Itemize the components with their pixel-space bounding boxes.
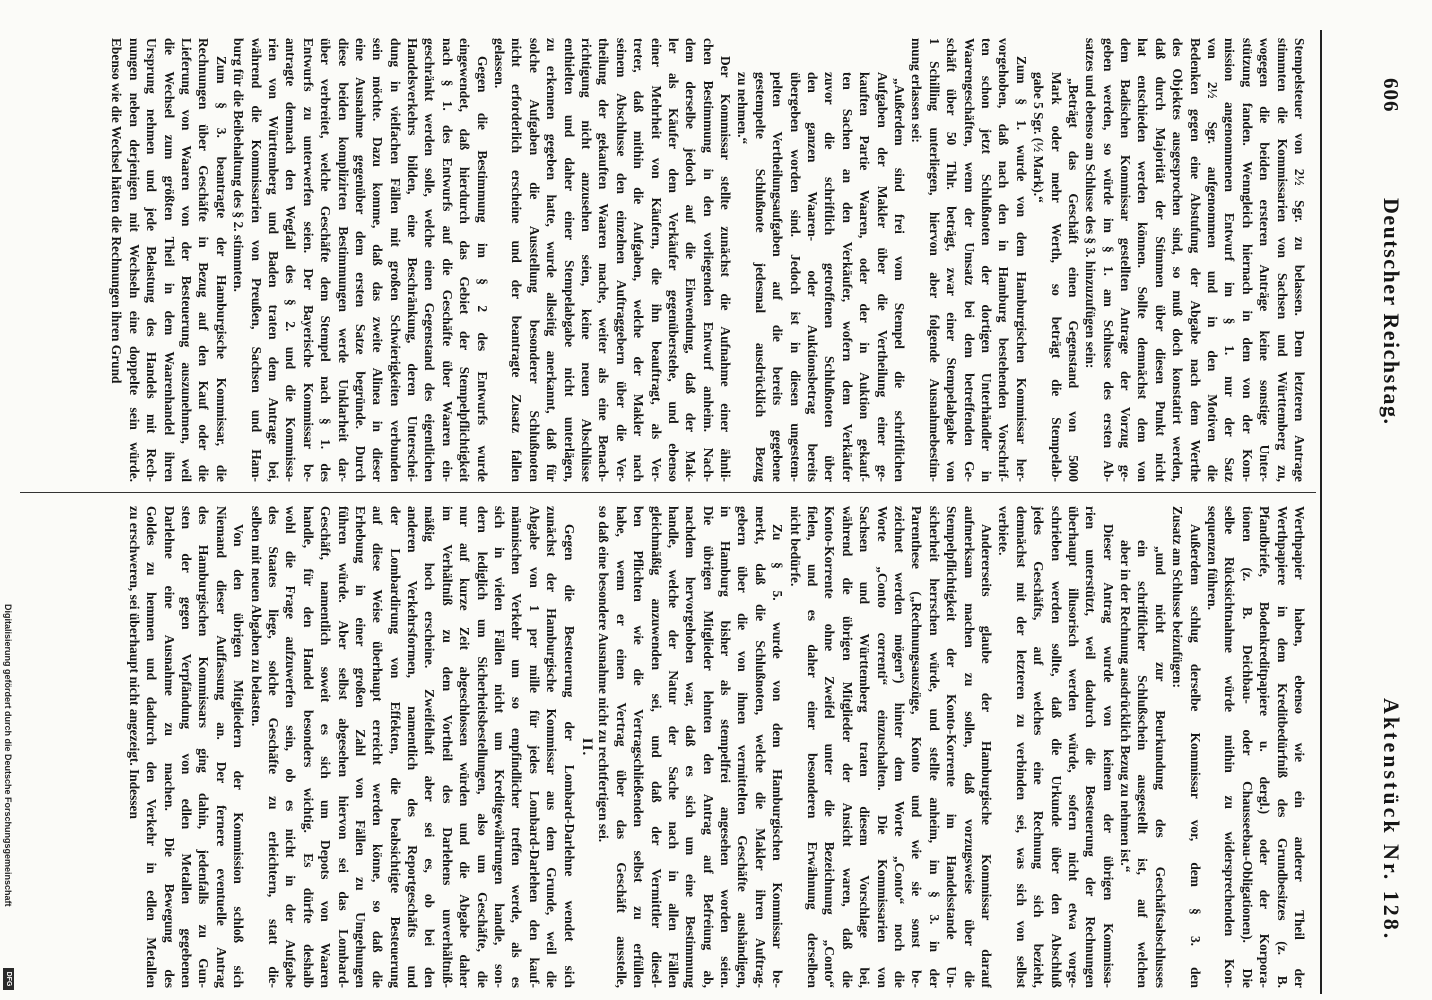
text-line: Waarengeschäften, wenn der Umsatz bei dem betreffenden Ge- [961,38,977,482]
text-line: zu erschweren, sei überhaupt nicht angezeigt. Indessen [126,506,142,819]
text-line: Pfandbriefe, Bodenkreditpapiere u. dergl.) oder der Korpora- [1257,506,1273,988]
paragraph [247,506,577,988]
text-line: Worte „Conto correnti“ einzuschalten. Die Kommissarien von [874,506,890,988]
column-left [108,38,1308,482]
text-line: gleichmäßig anzuwenden sei, und daß der Vermittler diesel- [648,506,664,988]
text-line: verbiete. [996,506,1012,556]
text-line: pelten Vertheilungsaufgaben auf die bereits gegebene [770,72,786,482]
text-line: burg für die Beibehaltung des § 2. stimmten. [231,38,247,292]
text-line: sich in vielen Fällen nicht um Kreditgewährungen handle, son- [492,506,508,988]
text-line: die Wechsel zum größten Theil in dem Waarenhandel ihren [161,38,177,482]
quote-block [1030,38,1082,482]
text-line: zu nehmen.“ [735,72,751,145]
column-divider [20,492,1316,493]
scan-credit: Digitalisierung gefördert durch die Deutsche Forschungsgemeinschaft [3,604,13,907]
text-line: Lieferung von Waaren von der Besteuerung auszunehmen, weil [179,38,194,482]
paragraph [595,506,786,988]
text-line: sicherheit herrschen würde, und stellte anheim, im § 3. in der [926,506,942,988]
paragraph [786,506,995,988]
text-line: kauften Partie Waaren, oder der in Auktion gekauf- [857,72,873,482]
text-line: diese beiden komplizirten Bestimmungen werde Unklarheit dar- [335,38,351,482]
text-line: hat entschieden werden können. Sollte demnächst dem von [1135,38,1151,482]
text-line: ten schon jetzt Schlußnoten der dortigen Unterhändler in [978,38,994,482]
quote-block [1117,506,1169,988]
text-line: Die übrigen Mitglieder lehnten den Antrag auf Befreiung ab, [700,506,716,988]
text-line: dem derselbe jedoch auf die Einwendung, daß der Mak- [683,38,699,482]
header-rule [1320,30,1322,994]
text-line: Parenthese („Rechnungsauszüge, Konto und wie sie sonst be- [909,506,925,988]
text-line: Aufgaben der Makler über die Vertheilung einer ge- [874,72,890,482]
text-line: Entwurfs zu unterwerfen seien. Der Bayerische Kommissar be- [300,38,316,482]
text-line: Zu § 5. wurde von dem Hamburgischen Kommissar be- [770,524,786,988]
text-line: seinem Abschlusse den einzelnen Auftraggebern über die Ver- [613,38,629,482]
text-line: Zusatz am Schlusse beizufügen: [1170,506,1186,688]
text-line: ten Sachen an den Verkäufer, wofern dem Verkäufer [839,72,855,482]
text-line: des Staates liege, solche Geschäfte zu erleichtern, statt die- [265,506,281,988]
text-line: chen Bestimmung in den vorliegenden Entwurf anheim. Nach- [700,38,716,482]
text-line: dern lediglich um Sicherheitsbestellungen, also um Geschäfte, die [474,506,490,988]
text-line: mission angenommenen Entwurf im § 1. nur der Satz [1222,38,1238,482]
text-line: schrieben werden sollte, daß die Urkunde über den Abschluß [1048,506,1064,988]
quote-block [734,38,908,482]
page-number: 606 [1379,78,1403,113]
dfg-logo: DFG [3,968,14,990]
text-line: Erhebung in einer großen Zahl von Fällen zu Umgehungen [352,506,368,988]
text-line: Abgabe von 1 per mille für jedes Lombard-Darlehen den kauf- [526,506,542,988]
text-line: zeichnet werden mögen“) hinter dem Worte „Conto“ noch die [892,506,908,988]
text-line: enthielten und daher einer Stempelabgabe nicht unterlägen, [561,38,577,482]
text-line: fielen, und es daher einer besonderen Erwähnung derselben [805,506,821,988]
text-line: rien unterstützt, weil dadurch die Besteuerung der Rechnungen [1083,506,1099,988]
text-line: Bedenken gegen eine Abstufung der Abgabe nach dem Werthe [1187,38,1203,482]
text-line: geschränkt werden solle, welche einen Gegenstand des eigentlichen [422,38,438,482]
text-line: zunächst der Hamburgische Kommissar aus dem Grunde, weil die [544,506,560,988]
text-line: selben mit neuen Abgaben zu belasten. [248,506,264,727]
document-number: Aktenstück Nr. 128. [1379,698,1404,942]
text-line: 1 Schilling unterliegen, hiervon aber folgende Ausnahmebestim- [926,38,942,482]
text-line: mung erlassen sei: [909,38,925,143]
text-line: Sachsen und Württemberg traten diesem Vorschlage bei, [857,506,873,988]
page-header [1376,0,1406,1000]
text-line: Rechnungen über Geschäfte in Bezug auf den Kauf oder die [196,38,212,482]
text-line: daß durch Majorität der Stimmen über diesen Punkt nicht [1152,38,1168,482]
text-line: jedes Geschäfts, auf welches eine Rechnung sich bezieht, [1031,506,1047,988]
paragraph [908,38,1030,482]
text-line: handle, für den Handel besonders wichtig. Es dürfte deshalb [300,506,316,988]
text-line: stimmten die Kommissarien von Sachsen und Württemberg zu, [1274,38,1290,482]
text-line: vorgehoben, daß nach den in Hamburg bestehenden Vorschrif- [996,38,1012,482]
text-line: Werthpapier haben, ebenso wie ein anderer Theil der [1292,506,1307,988]
text-line: Andererseits glaube der Hamburgische Kommissar darauf [978,524,994,988]
text-line: nicht bedürfe. [787,506,803,587]
text-line: im Verhältniß zu dem Vortheil des Darlehens unverhältniß- [439,506,455,988]
text-line: Goldes zu hemmen und dadurch den Verkehr in edlen Metallen [144,506,160,988]
text-line: wohl die Frage aufzuwerfen sein, ob es nicht in der Aufgabe [283,506,299,988]
text-line: merkt, daß die Schlußnoten, welche die Makler ihren Auftrag- [752,506,768,988]
text-line: Geschäft, namentlich soweit es sich um Depots von Waaren [318,506,334,988]
text-line: mäßig hoch erscheine. Zweifelhaft aber sei es, ob bei den [422,506,438,988]
text-line: treter, daß mithin die Aufgaben, welche der Makler nach [631,38,647,482]
column-right [125,506,1308,988]
text-line: einer Mehrheit von Käufern, die ihn beauftragt, als Ver- [648,38,664,482]
text-line: Von den übrigen Mitgliedern der Kommission schloß sich [231,524,247,988]
text-line: eingewendet, daß hierdurch das Gebiet der Stempelpflichtigkeit [457,38,473,482]
text-line: solche Aufgaben die Ausstellung besonderer Schlußnoten [526,38,542,482]
text-line: führen würde. Aber selbst abgesehen hiervon sei das Lombard- [335,506,351,988]
text-line: während die Kommissarien von Preußen, Sachsen und Ham- [248,38,264,482]
paragraph [1204,506,1308,988]
text-line: selbe Rücksichtnahme würde mithin zu widersprechenden Kon- [1222,506,1238,988]
text-line: nicht erforderlich erscheine und der beantragte Zusatz fallen [509,38,525,482]
text-line: ler als Käufer dem Verkäufer gegenüberstehe, und ebenso [665,38,681,482]
text-line: Niemand dieser Auffassung an. Der fernere eventuelle Antrag [213,506,229,988]
text-line: überhaupt illusorisch werden würde, sofern nicht etwa vorge- [1065,506,1081,988]
text-line: nach § 1. des Entwurfs auf die Geschäfte über Waaren ein- [439,38,455,482]
text-line: übergeben worden sind. Jedoch ist in diesen ungestem- [787,72,803,482]
text-line: den ganzen Waaren- oder Auktionsbetrag bereits [805,72,821,482]
paragraph [125,506,247,988]
text-line: Ebenso wie die Wechsel hätten die Rechnungen ihren Grund [109,38,125,384]
text-line: gabe 5 Sgr. (½ Mark).“ [1031,72,1047,203]
paragraph [995,506,1117,988]
text-line: Zum § 1. wurde von dem Hamburgischen Kommissar her- [1013,56,1029,482]
text-line: über verbreitet, welche Geschäfte dem Stempel nach § 1. des [318,38,334,482]
text-line: schäft über 50 Thlr. beträgt, zwar einer Stempelabgabe von [944,38,960,482]
text-line: tionen (z. B. Deichbau- oder Chausseebau-Obligationen). Die [1239,506,1255,988]
text-line: dung in vielfachen Fällen mit großen Schwierigkeiten verbunden [387,38,403,482]
text-line: Darlehne eine Ausnahme zu machen. Die Bewegung des [161,506,177,988]
text-line: Konto-Korrente ohne Zweifel unter die Bezeichnung „Conto“ [822,506,838,988]
text-line: geben werden, so würde im § 1. am Schlusse des ersten Ab- [1100,38,1116,482]
text-line: „und nicht zur Beurkundung des Geschäftsabschlusses [1152,546,1168,988]
text-line: richtigung nicht anzusehen seien, keine neuen Abschlüsse [578,38,594,482]
text-line: von 2½ Sgr. aufgenommen und in den Motiven die [1205,38,1221,482]
text-line: auf diese Weise überhaupt erreicht werden könne, so daß die [370,506,386,988]
text-line: nungen neben derjenigen mit Wechseln eine doppelte sein würde. [126,38,142,482]
text-line: Handelsverkehrs bilden, eine Beschränkung, deren Unterschei- [405,38,421,482]
text-line: Mark oder mehr Werth, so beträgt die Stempelab- [1048,72,1064,482]
paragraph [230,38,491,482]
text-line: Stempelpflichtigkeit der Konto-Korrente im Handelsstande Un- [944,506,960,988]
text-line: Werthpapiere in dem Kreditbedürfniß des Grundbesitzes (z. B. [1274,506,1290,988]
text-line: sten der gegen Verpfändung von edlen Metallen gegebenen [179,506,194,988]
text-line: handle, welche der Natur der Sache nach in allen Fällen [665,506,681,988]
text-line: dem Badischen Kommissar gestellten Antrage der Vorzug ge- [1118,38,1134,482]
text-line: zuvor die schriftlich getroffenen Schlußnoten über [822,72,838,482]
text-line: sequenzen führen. [1205,506,1221,610]
text-line: gelassen. [492,38,508,89]
text-line: Gegen die Besteuerung der Lombard-Darlehne wendet sich [561,524,577,988]
text-line: der Lombardirung von Effekten, die beabsichtigte Besteuerung [387,506,403,988]
text-line: aufmerksam machen zu sollen, daß vorzugsweise über die [961,506,977,988]
text-line: anderen Verkehrsformen, namentlich des Reportgeschäfts und [405,506,421,988]
text-line: sein möchte. Dazu komme, daß das zweite Alinea in dieser [370,38,386,482]
text-line: „Beträgt das Geschäft einen Gegenstand von 5000 [1065,78,1081,482]
text-line: nur auf kurze Zeit abgeschlossen würden und die Abgabe daher [457,506,473,988]
text-line: „Außerdem sind frei vom Stempel die schriftlichen [892,78,908,482]
text-line: eine Ausnahme gegenüber dem ersten Satze begründe. Durch [352,38,368,482]
text-line: demnächst mit der letzteren zu verbinden sei, was sich von selbst [1013,506,1029,988]
text-line: ein schriftlicher Schlußschein ausgestellt ist, auf welchen [1135,540,1151,988]
text-line: gestempelte Schlußnote jedesmal ausdrücklich Bezug [752,72,768,482]
text-line: nachdem hervorgehoben war, daß es sich um eine Bestimmung [683,506,699,988]
text-line: habe, wenn er einen Vertrag über das Geschäft ausstelle, [613,506,629,988]
text-line: aber in der Rechnung ausdrücklich Bezug zu nehmen ist.“ [1118,540,1134,873]
text-line: ben Pflichten wie die Vertragschließenden selbst zu erfüllen [631,506,647,988]
text-line: Der Kommissar stellte zunächst die Aufnahme einer ähnli- [718,56,734,482]
text-line: des Hamburgischen Kommissars ging dahin, jedenfalls zu Gun- [196,506,212,988]
text-line: stützung fanden. Wenngleich hiernach in dem von der Kom- [1239,38,1255,482]
text-line: Außerdem schlug derselbe Kommissar vor, dem § 3. den [1187,524,1203,988]
text-line: in Hamburg bisher als stempelfrei angesehen worden seien. [718,506,734,988]
paragraph [1169,506,1204,988]
paragraph [108,38,230,482]
text-line: antragte demnach den Wegfall des § 2. und die Kommissa- [283,38,299,482]
text-line: Dieser Antrag wurde von keinem der übrigen Kommissa- [1100,524,1116,988]
text-line: satzes und ebenso am Schlusse des § 3. hinzuzufügen sein: [1083,38,1099,369]
paragraph [491,38,734,482]
text-line: so daß eine besondere Ausnahme nicht zu rechtfertigen sei. [596,506,612,843]
text-line: wogegen die beiden ersteren Anträge keine sonstige Unter- [1257,38,1273,482]
section-heading: II. [578,737,595,757]
text-line: Zum § 3. beantragte der Hamburgische Kommissar, die [213,56,229,482]
text-line: männischen Verkehr um so empfindlicher treffen werde, als es [509,506,525,988]
paragraph [1082,38,1308,482]
text-line: Gegen die Bestimmung im § 2 des Entwurfs wurde [474,56,490,482]
text-line: zu erkennen gegeben hatte, wurde allseitig anerkannt, daß für [544,38,560,482]
text-line: gebern über die von ihnen vermittelten Geschäfte aushändigen, [735,506,751,988]
text-line: rien von Württemberg und Baden traten dem Antrage bei, [265,38,281,482]
text-line: des Objektes ausgesprochen sind, so muß doch konstatirt werden, [1170,38,1186,482]
text-line: theilung der gekauften Waaren mache, weiter als eine Benach- [596,38,612,482]
text-line: während die übrigen Mitglieder der Ansicht waren, daß die [839,506,855,988]
journal-title: Deutscher Reichstag. [1379,198,1404,426]
text-line: Ursprung nehmen und jede Belastung des Handels mit Rech- [144,38,160,482]
text-line: Stempelsteuer von 2½ Sgr. zu belassen. Dem letzteren Antrage [1292,38,1307,482]
